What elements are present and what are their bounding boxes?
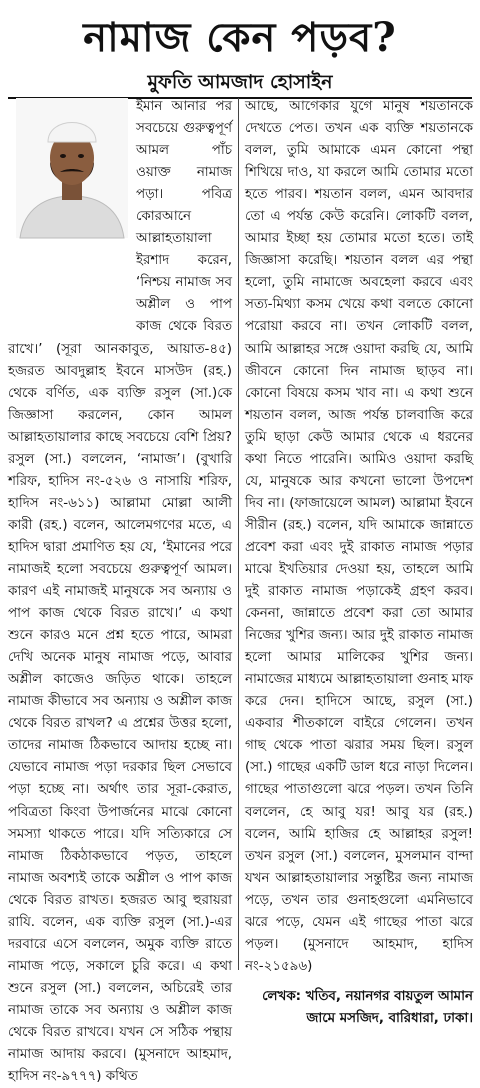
author-footer	[245, 986, 473, 1030]
author-footer-label: লেখক:	[262, 988, 302, 1004]
column-1-text: ইমান আনার পর সবচেয়ে গুরুত্বপূর্ণ আমল পাঁচ ওয়াক্ত নামাজ পড়া। পবিত্র কোরআনে আল্লাহতায়ালা ইরশাদ করেন, ‘নিশ্চয় নামাজ সব অশ্লীল ও পাপ কাজ থেকে বিরত রাখে।’ (সূরা আনকাবুত, আয়াত-৪৫) হজরত আবদুল্লাহ ইবনে মাসউদ (রহ.) থেকে বর্ণিত, এক ব্যক্তি রসুল (সা.)কে জিজ্ঞাসা করলেন, কোন আমল আল্লাহতায়ালার কাছে সবচেয়ে বেশি প্রিয়? রসুল (সা.) বললেন, ‘নামাজ’। (বুখারি শরিফ, হাদিস নং-৫২৬ ও নাসায়ি শরিফ, হাদিস নং-৬১১) আল্লামা মোল্লা আলী কারী (রহ.) বলেন, আলেমগণের মতে, এ হাদিস দ্বারা প্রমাণিত হয় যে, ‘ইমানের পরে নামাজই হলো সবচেয়ে গুরুত্বপূর্ণ আমল। কারণ এই নামাজই মানুষকে সব অন্যায় ও পাপ কাজ থেকে বিরত রাখে।’ এ কথা শুনে কারও মনে প্রশ্ন হতে পারে, আমরা দেখি অনেক মানুষ নামাজ পড়ে, আবার অশ্লীল কাজেও জড়িত থাকে। তাহলে নামাজ কীভাবে সব অন্যায় ও অশ্লীল কাজ থেকে বিরত রাখল? এ প্রশ্নের উত্তর হলো, তাদের নামাজ ঠিকভাবে আদায় হচ্ছে না। যেভাবে নামাজ পড়া দরকার ছিল সেভাবে পড়া হচ্ছে না। অর্থাৎ তার সূরা-কেরাত, পবিত্রতা কিংবা উপার্জনের মাঝে কোনো সমস্যা থাকতে পারে। যদি সত্যিকারে সে নামাজ ঠিকঠাকভাবে পড়ত, তাহলে নামাজ অবশ্যই তাকে অশ্লীল ও পাপ কাজ থেকে বিরত রাখত। হজরত আবু হুরায়রা রাযি. বলেন, এক ব্যক্তি রসুল (সা.)-এর দরবারে এসে বললেন, অমুক ব্যক্তি রাতে নামাজ পড়ে, সকালে চুরি করে। এ কথা শুনে রসুল (সা.) বললেন, অচিরেই তার নামাজ তাকে সব অন্যায় ও অশ্লীল কাজ থেকে বিরত রাখবে। যখন সে সঠিক পন্থায় নামাজ আদায় করবে। (মুসনাদে আহমাদ, হাদিস নং-৯৭৭৭) কথিত	[8, 99, 232, 1085]
article-byline: মুফতি আমজাদ হোসাইন	[147, 71, 333, 93]
article-title: নামাজ কেন পড়ব?	[83, 14, 397, 61]
photo-wrap-space	[8, 96, 136, 326]
author-footer-text: খতিব, নয়ানগর বায়তুল আমান জামে মসজিদ, বারিধারা, ঢাকা।	[305, 988, 473, 1026]
article-column-1	[8, 96, 232, 1085]
article-column-2	[245, 96, 473, 1026]
column-divider	[238, 98, 239, 970]
column-2-text: আছে, আগেকার যুগে মানুষ শয়তানকে দেখতে পেত। তখন এক ব্যক্তি শয়তানকে বলল, তুমি আমাকে এমন কোনো পন্থা শিখিয়ে দাও, যা করলে আমি তোমার মতো হতে পারব। শয়তান বলল, এমন আবদার তো এ পর্যন্ত কেউ করেনি। লোকটি বলল, আমার ইচ্ছা হয় তোমার মতো হতে। তাই জিজ্ঞাসা করেছি। শয়তান বলল এর পন্থা হলো, তুমি নামাজে অবহেলা করবে এবং সত্য-মিথ্যা কসম খেয়ে কথা বলতে কোনো পরোয়া করবে না। তখন লোকটি বলল, আমি আল্লাহর সঙ্গে ওয়াদা করছি যে, আমি জীবনে কোনো দিন নামাজ ছাড়ব না। কোনো বিষয়ে কসম খাব না। এ কথা শুনে শয়তান বলল, আজ পর্যন্ত চালবাজি করে তুমি ছাড়া কেউ আমার থেকে এ ধরনের কথা নিতে পারেনি। আমিও ওয়াদা করছি যে, মানুষকে আর কখনো ভালো উপদেশ দিব না। (ফাজায়েলে আমল) আল্লামা ইবনে সীরীন (রহ.) বলেন, যদি আমাকে জান্নাতে প্রবেশ করা এবং দুই রাকাত নামাজ পড়ার মাঝে ইখতিয়ার দেওয়া হয়, তাহলে আমি দুই রাকাত নামাজ পড়াকেই গ্রহণ করব। কেননা, জান্নাতে প্রবেশ করা তো আমার নিজের খুশির জন্য। আর দুই রাকাত নামাজ হলো আমার মালিকের খুশির জন্য। নামাজের মাধ্যমে আল্লাহতায়ালা গুনাহ মাফ করে দেন। হাদিসে আছে, রসুল (সা.) একবার শীতকালে বাইরে গেলেন। তখন গাছ থেকে পাতা ঝরার সময় ছিল। রসুল (সা.) গাছের একটি ডাল ধরে নাড়া দিলেন। গাছের পাতাগুলো ঝরে পড়ল। তখন তিনি বললেন, হে আবু যর! আবু যর (রহ.) বলেন, আমি হাজির হে আল্লাহর রসুল! তখন রসুল (সা.) বললেন, মুসলমান বান্দা যখন আল্লাহতায়ালার সন্তুষ্টির জন্য নামাজ পড়ে, তখন তার গুনাহগুলো এমনিভাবে ঝরে পড়ে, যেমন এই গাছের পাতা ঝরে পড়ল। (মুসনাদে আহমাদ, হাদিস নং-২১৫৯৬)	[245, 99, 473, 974]
